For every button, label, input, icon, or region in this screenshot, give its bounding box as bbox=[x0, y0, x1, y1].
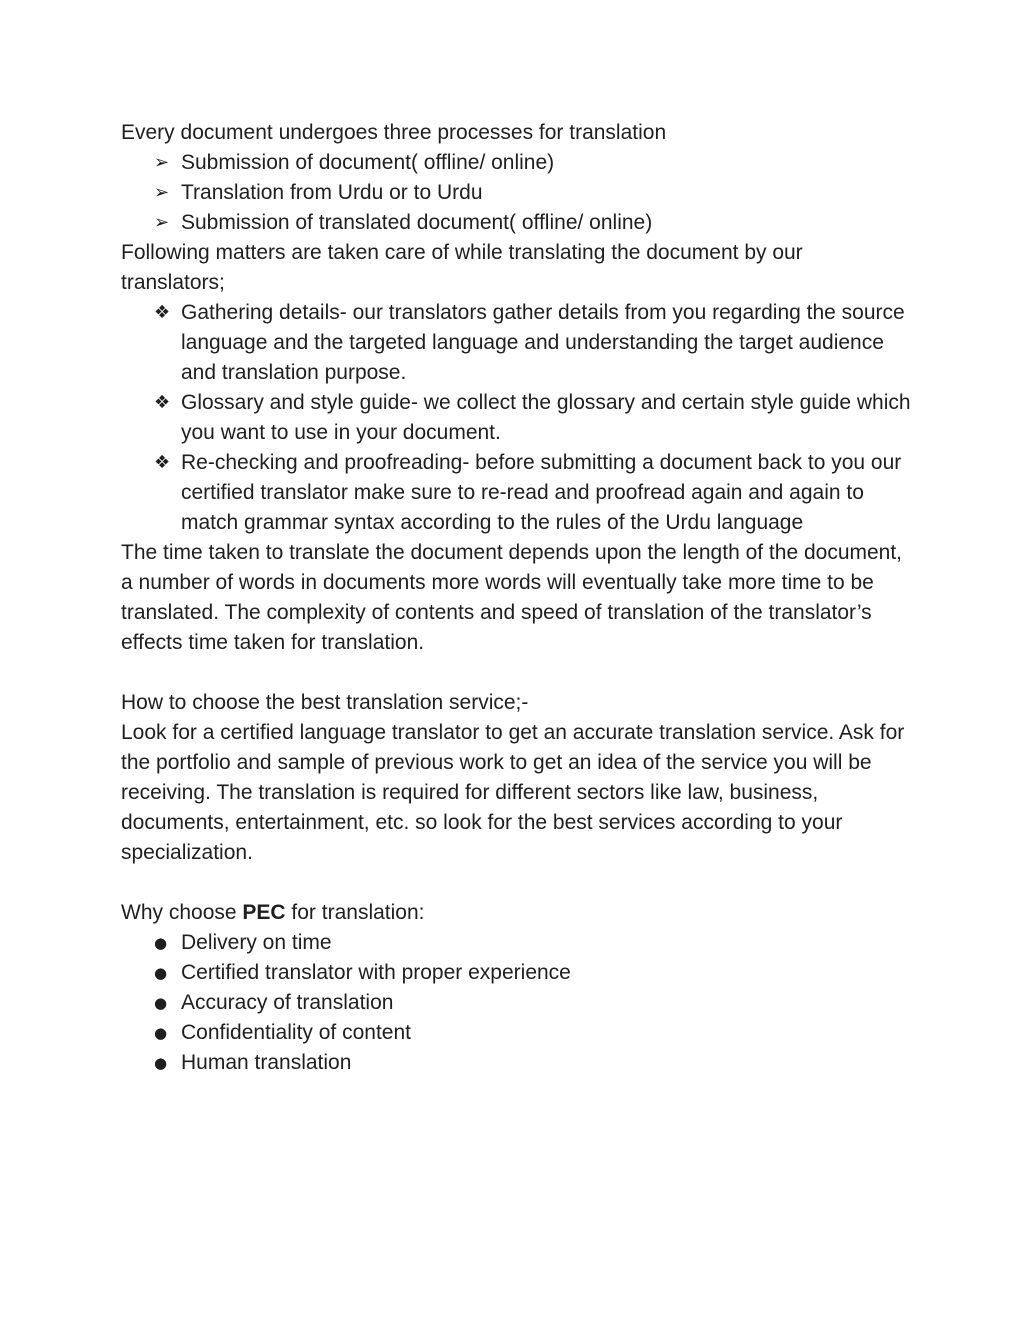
care-line: Following matters are taken care of while translating the document by our translators; bbox=[121, 241, 803, 294]
dot-bullet-icon: ● bbox=[154, 1054, 168, 1072]
arrow-bullet-icon: ➢ bbox=[154, 182, 170, 203]
list-item-text: Submission of document( offline/ online) bbox=[181, 151, 555, 174]
why-prefix: Why choose bbox=[121, 901, 243, 924]
list-item-text: Confidentiality of content bbox=[181, 1021, 411, 1044]
list-item bbox=[121, 448, 911, 538]
dot-bullet-icon: ● bbox=[154, 964, 168, 982]
list-item bbox=[121, 388, 911, 448]
dot-bullet-icon: ● bbox=[154, 1024, 168, 1042]
list-item-text: Human translation bbox=[181, 1051, 352, 1074]
why-items-list bbox=[121, 928, 911, 1078]
list-item bbox=[121, 988, 911, 1018]
list-item bbox=[121, 298, 911, 388]
dot-bullet-icon: ● bbox=[154, 934, 168, 952]
why-heading bbox=[121, 898, 911, 928]
list-item-text: Accuracy of translation bbox=[181, 991, 394, 1014]
diamond-bullet-icon: ❖ bbox=[154, 302, 171, 323]
document-page bbox=[121, 118, 911, 1078]
list-item-text: Glossary and style guide- we collect the glossary and certain style guide which you want to use in your document. bbox=[181, 391, 911, 444]
intro-line: Every document undergoes three processes for translation bbox=[121, 121, 667, 144]
choose-paragraph: Look for a certified language translator to get an accurate translation service. Ask for the portfolio and sample of previous work to get an idea of the service you will be receiving. The translation is required for different sectors like law, business, documents, entertainment, etc. so look for the best services according to your specialization. bbox=[121, 721, 905, 864]
list-item bbox=[121, 208, 911, 238]
process-steps-list bbox=[121, 148, 911, 238]
arrow-bullet-icon: ➢ bbox=[154, 152, 170, 173]
time-paragraph: The time taken to translate the document depends upon the length of the document, a number of words in documents more words will eventually take more time to be translated. The complexity of contents and speed of translation of the translator’s effects time taken for translation. bbox=[121, 541, 903, 654]
list-item bbox=[121, 178, 911, 208]
list-item-text: Translation from Urdu or to Urdu bbox=[181, 181, 483, 204]
list-item bbox=[121, 958, 911, 988]
diamond-bullet-icon: ❖ bbox=[154, 452, 171, 473]
choose-heading: How to choose the best translation service;- bbox=[121, 691, 529, 714]
diamond-bullet-icon: ❖ bbox=[154, 392, 171, 413]
list-item bbox=[121, 1048, 911, 1078]
list-item-text: Delivery on time bbox=[181, 931, 332, 954]
why-suffix: for translation: bbox=[285, 901, 425, 924]
list-item-text: Certified translator with proper experience bbox=[181, 961, 571, 984]
list-item-text: Gathering details- our translators gather details from you regarding the source language and the targeted language and understanding the target audience and translation purpose. bbox=[181, 301, 905, 384]
blank-line bbox=[121, 658, 911, 688]
dot-bullet-icon: ● bbox=[154, 994, 168, 1012]
care-items-list bbox=[121, 298, 911, 538]
brand-name: PEC bbox=[242, 901, 286, 924]
arrow-bullet-icon: ➢ bbox=[154, 212, 170, 233]
list-item-text: Re-checking and proofreading- before submitting a document back to you our certified translator make sure to re-read and proofread again and again to match grammar syntax according to the rules of the Urdu language bbox=[181, 451, 902, 534]
list-item bbox=[121, 928, 911, 958]
blank-line bbox=[121, 868, 911, 898]
list-item bbox=[121, 1018, 911, 1048]
list-item-text: Submission of translated document( offline/ online) bbox=[181, 211, 653, 234]
list-item bbox=[121, 148, 911, 178]
